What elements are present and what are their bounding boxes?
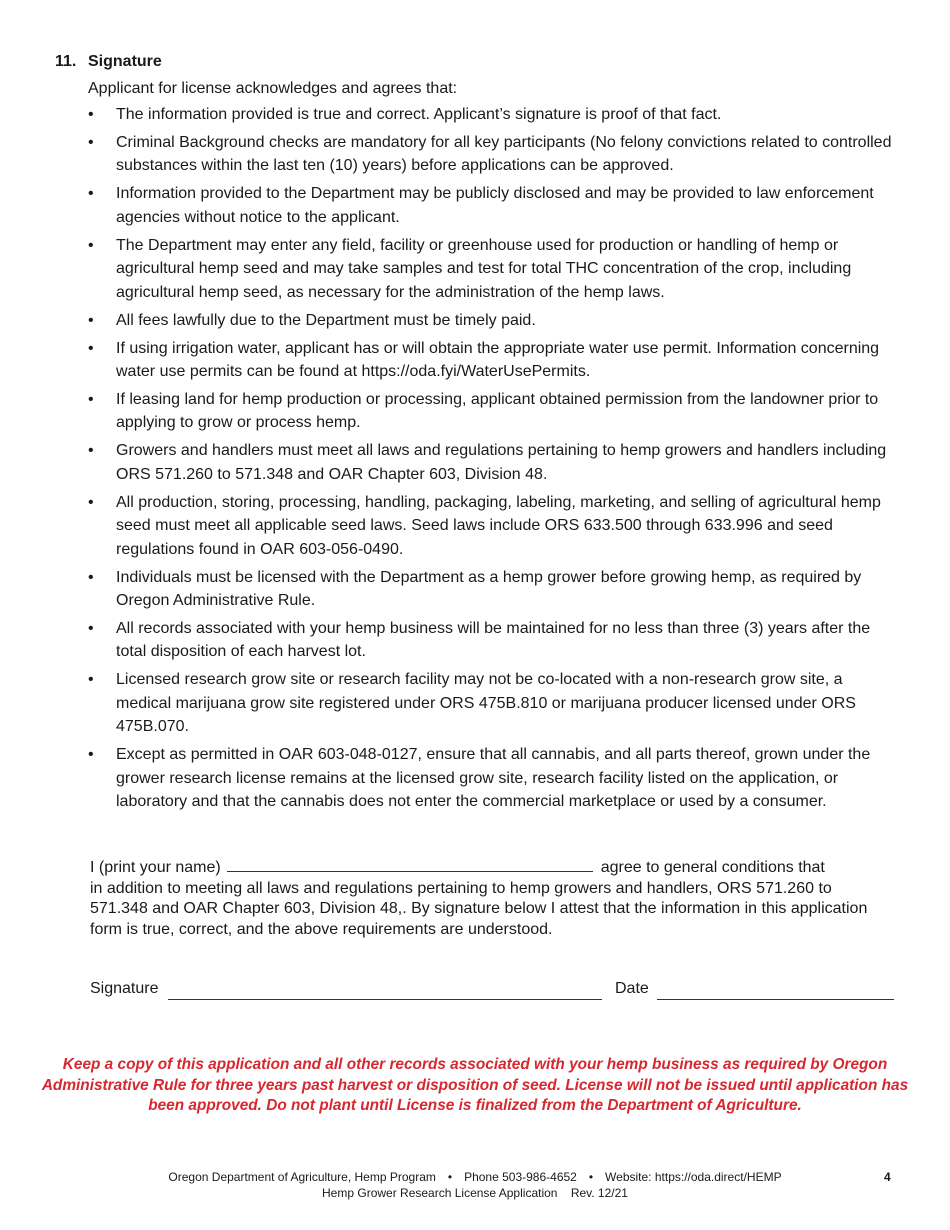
- list-item: • Licensed research grow site or research facility may not be co-located with a non-research grow site, a medical marijuana grow site registered under ORS 475B.810 or marijuana producer licensed under ORS 475B.070.: [88, 668, 898, 738]
- list-item: • All fees lawfully due to the Department must be timely paid.: [88, 309, 898, 332]
- section-number: 11.: [55, 53, 77, 70]
- footer-phone: Phone 503-986-4652: [464, 1170, 577, 1184]
- list-item: • All records associated with your hemp business will be maintained for no less than three (3) years after the total disposition of each harvest lot.: [88, 617, 898, 664]
- list-item: • Growers and handlers must meet all laws and regulations pertaining to hemp growers and handlers including ORS 571.260 to 571.348 and OAR Chapter 603, Division 48.: [88, 439, 898, 486]
- list-item: • The Department may enter any field, facility or greenhouse used for production or handling of hemp or agricultural hemp seed and may take samples and test for total THC concentration of the crop, including agricultural hemp seed, as necessary for the administration of the hemp laws.: [88, 234, 898, 304]
- agreement-suffix: agree to general conditions that: [600, 859, 825, 876]
- signature-row: [90, 980, 895, 1002]
- signature-field[interactable]: [168, 999, 602, 1000]
- list-item: • Except as permitted in OAR 603-048-0127, ensure that all cannabis, and all parts thereof, grown under the grower research license remains at the licensed grow site, research facility listed on the application, or laboratory and that the cannabis does not enter the commercial marketplace or used by a consumer.: [88, 743, 898, 813]
- list-item: • Individuals must be licensed with the Department as a hemp grower before growing hemp, as required by Oregon Administrative Rule.: [88, 566, 898, 613]
- agreement-body: in addition to meeting all laws and regulations pertaining to hemp growers and handlers, ORS 571.260 to 571.348 and OAR Chapter 603, Division 48,. By signature below I attest that the information in this application form is true, correct, and the above requirements are understood.: [90, 879, 868, 938]
- section-title: Signature: [88, 53, 162, 70]
- list-item: • If leasing land for hemp production or processing, applicant obtained permission from the landowner prior to applying to grow or process hemp.: [88, 388, 898, 435]
- date-field[interactable]: [657, 999, 894, 1000]
- footer-org: Oregon Department of Agriculture, Hemp Program: [168, 1170, 436, 1184]
- page-number: 4: [884, 1170, 891, 1184]
- list-item: • Information provided to the Department may be publicly disclosed and may be provided to law enforcement agencies without notice to the applicant.: [88, 182, 898, 229]
- intro-text: Applicant for license acknowledges and agrees that:: [88, 80, 458, 97]
- footer-website: Website: https://oda.direct/HEMP: [605, 1170, 782, 1184]
- list-item: • All production, storing, processing, handling, packaging, labeling, marketing, and selling of agricultural hemp seed must meet all applicable seed laws. Seed laws include ORS 633.500 through 633.996 and seed regulations found in OAR 603-056-0490.: [88, 491, 898, 561]
- footer-separator: •: [447, 1170, 453, 1184]
- signature-label: Signature: [90, 980, 159, 997]
- print-name-field[interactable]: [227, 857, 593, 872]
- list-item: • Criminal Background checks are mandatory for all key participants (No felony convictions related to controlled substances within the last ten (10) years) before applications can be approved.: [88, 131, 898, 178]
- list-item: • The information provided is true and correct. Applicant’s signature is proof of that fact.: [88, 103, 898, 126]
- date-label: Date: [615, 980, 649, 997]
- conditions-list: [88, 103, 898, 818]
- page-footer: [0, 1170, 950, 1201]
- agreement-paragraph: [90, 857, 880, 940]
- print-name-label: I (print your name): [90, 859, 221, 876]
- section-heading: [55, 53, 162, 71]
- list-item: • If using irrigation water, applicant has or will obtain the appropriate water use permit. Information concerning water use permits can be found at https://oda.fyi/WaterUsePermits.: [88, 337, 898, 384]
- footer-form-title: Hemp Grower Research License Application: [322, 1185, 558, 1200]
- footer-separator: •: [588, 1170, 594, 1184]
- retention-notice: Keep a copy of this application and all other records associated with your hemp business as required by Oregon Administrative Rule for three years past harvest or disposition of seed. License will not be issued until application has been approved. Do not plant until License is finalized from the Department of Agriculture.: [41, 1056, 909, 1114]
- footer-revision: Rev. 12/21: [570, 1185, 628, 1200]
